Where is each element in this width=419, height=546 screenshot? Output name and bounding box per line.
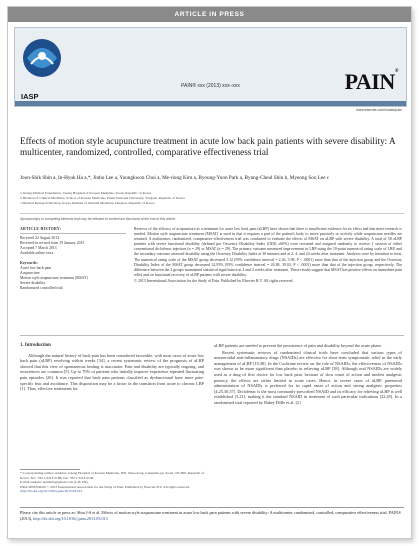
body-column-right [214, 343, 402, 407]
affiliations [20, 191, 400, 205]
keyword: Severe disability [20, 281, 46, 285]
journal-logo-text: PAIN [344, 69, 395, 94]
divider [20, 507, 404, 508]
article-history-heading: ARTICLE HISTORY: [20, 227, 126, 234]
journal-homepage-link[interactable]: www.elsevier.com/locate/pain [356, 108, 402, 112]
abstract-copyright: © 2013 International Association for the Study of Pain. Published by Elsevier B.V. All rights reserved. [134, 278, 294, 283]
registered-mark: ® [394, 69, 398, 74]
history-online: Available online xxxx [20, 251, 54, 255]
keyword: Acupuncture [20, 271, 40, 275]
paragraph: aLBP patients are needed to prevent the persistence of pain and disability beyond the acute phase. [214, 343, 383, 348]
divider [20, 213, 404, 214]
history-accepted: Accepted 7 March 2013 [20, 246, 57, 250]
sponsorship-note: Sponsorships or competing interests that may be relevant to content are disclosed at the end of this article. [20, 217, 176, 221]
section-heading: 1. Introduction [20, 343, 51, 348]
publisher-name: IASP [21, 92, 39, 101]
citation-text: Please cite this article in press as: Shin J-S et al. Effects of motion style acupuncture treatment in acute low back pain patients with severe disability: A multicenter, randomized, controlled, comparative effectiveness trial. PAIN® (2013), [20, 510, 402, 521]
keywords-heading: Keywords: [20, 261, 38, 265]
doi-link[interactable]: http://dx.doi.org/10.1016/j.pain.2013.03.013 [20, 489, 83, 494]
journal-logo [345, 69, 398, 95]
citation-box [20, 510, 404, 521]
article-info [20, 227, 126, 296]
author-list: Joon-Shik Shin a, In-Hyuk Ha a,*, Jinho Lee a, Youngkwon Choi a, Me-riong Kim a, Byoung-Yoon Park a, Byung-Cheul Shin b, Myeong Soo Lee c [20, 175, 330, 181]
history-received: Received 22 August 2012 [20, 236, 60, 240]
journal-header [14, 27, 407, 112]
affiliation-a: a Jaseng Medical Foundation, Jaseng Hospital of Korean Medicine, Seoul, Republic of Korea [20, 191, 152, 195]
abstract [134, 227, 402, 284]
keyword: Motion style acupuncture treatment (MSAT) [20, 276, 88, 280]
affiliation-b: b Division of Clinical Medicine, School of Korean Medicine, Pusan National University, Yangsan, Republic of Korea [20, 195, 185, 200]
corresponding-author: * Corresponding author. Address: Jaseng Hospital of Korean Medicine, 858, Sinsa-dong, Gangnam-gu, Seoul 135-896, Republic of Korea. Tel.: +82 2 3218 2188; fax: +82 2 3218 2100. [20, 471, 205, 480]
keyword: Randomized controlled trial [20, 286, 63, 290]
affiliation-c: c Medical Research Division, Korea Institute of Oriental Medicine, Daejeon, Republic of Korea [20, 200, 155, 205]
journal-citation: PAIN® xxx (2013) xxx–xxx [181, 83, 240, 89]
paragraph: Recent systematic reviews of randomized clinical trials have concluded that various types of nonsteroidal anti-inflammatory drugs (NSAIDs) are effective for short-term symptomatic relief in the early management of aLBP [19,38]. In the Cochrane review on the role of NSAIDs, the effectiveness of NSAIDs was shown to be more significant than placebo in relieving aLBP [38]. Although oral NSAIDs are widely used as a drug of first choice for low back pain, because of slow onset of action and modest analgesic potency, the effects are rather limited in acute cases. Hence, in severe cases of aLBP, parenteral administration of NSAIDs is preferred for its rapid onset of action and strong analgesic properties [4,25,30,37]. Diclofenac is the most commonly prescribed NSAID and its efficacy for relieving aLBP is well established [3,21], making it the standard NSAID in treatment of such particular indications [22,45]. In a randomized trial reported by Babej-Dölle et al. [2] [214, 349, 402, 405]
article-history [20, 227, 126, 256]
abstract-text: Reviews of the efficacy of acupuncture as a treatment for acute low back pain (aLBP) have shown that there is insufficient evidence for its effect and that more research is needed. Motion style acupuncture treatment (MSAT) is used in that it requires a part of the patient's body to move passively or actively while acupuncture needles are retained. A multicenter, randomized, comparative effectiveness trial was conducted to evaluate the effects of MSAT on aLBP with severe disability. A total of 58 aLBP patients with severe functional disability (defined per Oswestry Disability Index (ODI) ≥60%) were recruited and assigned randomly to receive 1 session of either conventional diclofenac injection (n = 29) or MSAT (n = 29). The primary outcome measured improvement in LBP using the 10-point numerical rating scale of LBP, and the secondary outcome assessed disability using the Oswestry Disability Index at 30 minutes and at 2, 4, and 24 weeks after treatment. Analyses were by intention to treat. The numerical rating scale of the MSAT group decreased 3.12 (95% confidence interval = 2.26, 3.98; P < .0001) more than that of the injection group and the Oswestry Disability Index of the MSAT group decreased 32.95% (95% confidence interval = 24.88, 39.03; P < .0001) more than that of the injection group, respectively. The difference between the 2 groups maintained statistical significance at 2 and 4 weeks after treatment. These results suggest that MSAT has positive effects on immediate pain relief and on functional recovery of aLBP patients with severe disability. [134, 227, 402, 277]
body-column-left [20, 343, 204, 393]
article-title: Effects of motion style acupuncture treatment in acute low back pain patients with severe disability: A multicenter, randomized, controlled, comparative effectiveness trial [20, 136, 396, 157]
footnote [20, 471, 204, 494]
footnote-rule [20, 469, 80, 470]
article-page [7, 6, 412, 539]
paragraph: Although the natural history of back pain has been considered favorable, with most cases of acute low back pain (aLBP) resolving within weeks [34], a recent systematic review of the prognosis of aLBP showed that this view of spontaneous healing is inaccurate. Pain and disability are typically ongoing, and recurrences are common [5]. Up to 70% of patients who initially improve experience repeated fluctuating pain episodes [26]. It was reported that back pain patients classified as dysfunctional have more pain-specific fear and avoidance. This disposition may be a factor in the transition from acute to chronic LBP [1]. Thus, effective treatments for [20, 352, 204, 392]
issn-line: 0304-3959/$36.00 © 2013 International Association for the Study of Pain. Published by Elsevier B.V. All rights reserved. [20, 484, 191, 489]
header-rule [15, 101, 406, 106]
citation-doi-link[interactable]: http://dx.doi.org/10.1016/j.pain.2013.03.013 [33, 515, 108, 521]
keyword: Acute low back pain [20, 266, 52, 270]
keywords [20, 261, 126, 291]
article-in-press-banner: ARTICLE IN PRESS [8, 7, 411, 22]
history-revised: Received in revised form 19 January 2013 [20, 241, 85, 245]
divider [20, 335, 404, 336]
email-address[interactable]: E-mail address: hanihata@gmail.com (I.-H. Ha). [20, 480, 89, 485]
